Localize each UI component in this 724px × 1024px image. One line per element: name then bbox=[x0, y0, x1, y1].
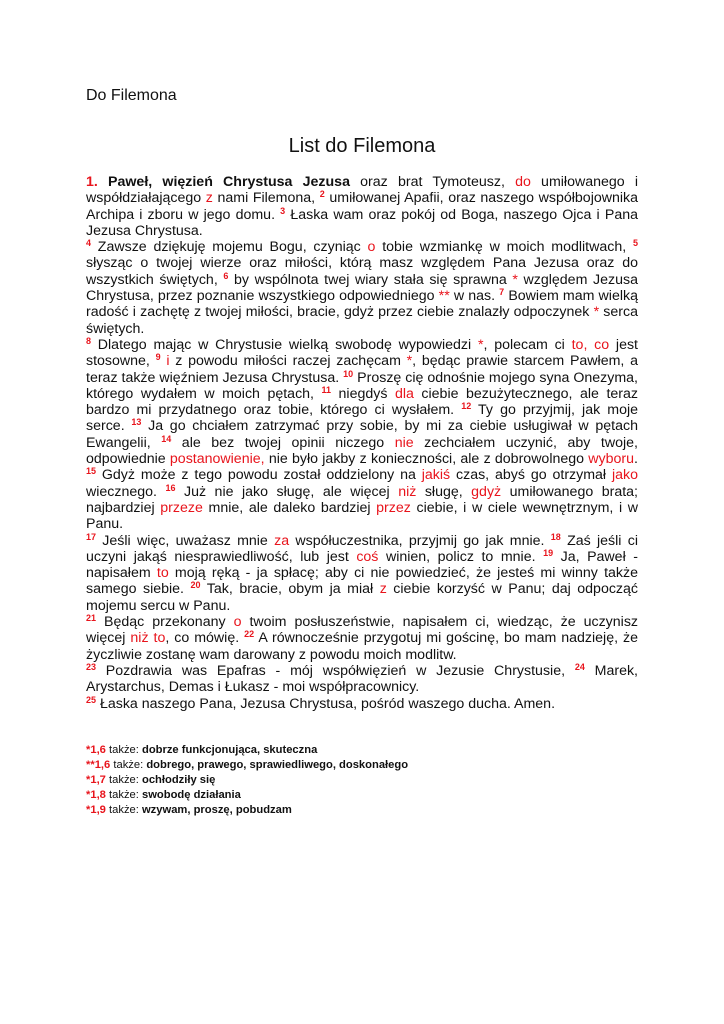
text-run: ciebie, i w ciele wewnętrznym, i w Panu. bbox=[86, 499, 638, 533]
verse-number: 20 bbox=[190, 580, 201, 591]
text-run: Proszę cię odnośnie mojego syna Onezyma, którego wydałem w moich pętach, bbox=[86, 369, 639, 402]
highlighted-word: * bbox=[512, 271, 518, 288]
text-run: wiecznego. bbox=[86, 483, 166, 500]
highlighted-word: za bbox=[274, 532, 290, 549]
text-run: by wspólnota twej wiary stała się sprawna bbox=[228, 271, 513, 288]
text-run: sługę, bbox=[416, 483, 472, 500]
footnote-label: także: bbox=[113, 759, 144, 771]
verse-number: 21 bbox=[86, 613, 97, 624]
paragraph bbox=[86, 696, 638, 712]
text-run: Łaska naszego Pana, Jezusa Chrystusa, pośród waszego ducha. Amen. bbox=[96, 695, 556, 712]
paragraph-body bbox=[86, 614, 638, 663]
paragraph bbox=[86, 533, 638, 614]
text-run: z powodu miłości raczej zachęcam bbox=[169, 353, 407, 370]
verse-number: 18 bbox=[550, 531, 561, 542]
verse-number: 5 bbox=[632, 238, 638, 249]
paragraph bbox=[86, 614, 638, 663]
verse-number: 24 bbox=[574, 661, 585, 672]
verse-number: 19 bbox=[543, 547, 554, 558]
text-run: , będąc prawie starcem Pawłem, a teraz także więźniem Jezusa Chrystusa. bbox=[86, 353, 638, 386]
text-run: Jeśli więc, uważasz mnie bbox=[96, 532, 275, 549]
highlighted-word: * bbox=[477, 336, 484, 353]
highlighted-word: gdyż bbox=[471, 483, 502, 500]
text-run: Marek, Arystarchus, Demas i Łukasz - moi współpracownicy. bbox=[86, 662, 638, 696]
text-run: nami Filemona, bbox=[212, 190, 320, 207]
footnotes bbox=[86, 743, 638, 818]
text-run: oraz brat Tymoteusz, bbox=[349, 174, 516, 190]
footnote-label: także: bbox=[109, 744, 139, 756]
paragraph-body bbox=[86, 533, 638, 614]
text-run: Gdyż może z tego powodu został oddzielony na bbox=[96, 467, 422, 484]
verse-number: 4 bbox=[86, 238, 92, 249]
text-run: niegdyś bbox=[331, 385, 395, 402]
highlighted-word: i bbox=[166, 353, 170, 370]
highlighted-word: * bbox=[593, 304, 600, 321]
text-run: nie było jakby z konieczności, ale z dobrowolnego bbox=[264, 451, 589, 468]
text-run: serca świętych. bbox=[86, 304, 638, 337]
chapter-number: 1. bbox=[86, 174, 98, 190]
footnote bbox=[86, 773, 638, 788]
verse-number: 22 bbox=[244, 629, 255, 640]
verse-number: 16 bbox=[165, 482, 176, 493]
footnote-text: swobodę działania bbox=[141, 789, 241, 801]
text-run: ciebie korzyść w Panu; daj odpocząć mojemu sercu w Panu. bbox=[86, 581, 639, 614]
highlighted-word: niż bbox=[398, 483, 417, 500]
text-run: słysząc o twojej wierze oraz miłości, którą masz względem Pana Jezusa oraz do wszystkich świętych, bbox=[86, 255, 638, 288]
verse-number: 9 bbox=[155, 352, 161, 363]
text-run: Bowiem mam wielką radość i zachętę z twojej miłości, bracie, gdyż przez ciebie znalazły odpoczynek bbox=[86, 288, 638, 321]
text-run: Będąc przekonany bbox=[96, 614, 234, 631]
text-run: współuczestnika, przyjmij go jak mnie. bbox=[289, 532, 551, 549]
footnote-label: także: bbox=[109, 774, 139, 786]
verse-number: 17 bbox=[86, 531, 97, 542]
highlighted-word: przez bbox=[376, 499, 411, 516]
footnote-text: wzywam, proszę, pobudzam bbox=[141, 804, 292, 816]
verse-number: 23 bbox=[86, 661, 97, 672]
footnote-mark: *1,6 bbox=[86, 744, 106, 756]
footnote-text: ochłodziły się bbox=[141, 774, 216, 786]
highlighted-word: * bbox=[406, 353, 413, 370]
highlighted-word: to, co bbox=[571, 336, 610, 353]
footnote-text: dobrze funkcjonująca, skuteczna bbox=[141, 744, 318, 756]
highlighted-word: o bbox=[233, 614, 242, 631]
verse-number: 7 bbox=[499, 287, 505, 298]
verse-number: 8 bbox=[86, 335, 92, 346]
verse-number: 11 bbox=[321, 384, 332, 395]
highlighted-word: to bbox=[156, 565, 169, 582]
text-run: umiłowanego brata; najbardziej bbox=[86, 483, 639, 516]
text-run: ciebie bezużytecznego, ale teraz bardzo mi przydatnego oraz tobie, którego ci wysłałem. bbox=[86, 385, 638, 419]
verse-number: 3 bbox=[280, 205, 286, 216]
highlighted-word: nie bbox=[394, 434, 414, 451]
verse-number: 6 bbox=[223, 270, 229, 281]
footnote-mark: *1,8 bbox=[86, 789, 106, 801]
footnote bbox=[86, 758, 638, 773]
highlighted-word: ** bbox=[438, 288, 450, 305]
verse-number: 25 bbox=[86, 694, 97, 705]
highlighted-word: wyboru bbox=[588, 451, 635, 468]
highlighted-word: do bbox=[515, 174, 531, 190]
text-run: umiłowanej Apafii, oraz naszego współbojownika Archipa i zboru w jego domu. bbox=[86, 190, 639, 223]
paragraph bbox=[86, 174, 638, 239]
text-run: moją ręką - ja spłacę; aby ci nie powiedzieć, że jesteś mi winny także samego siebie. bbox=[86, 565, 638, 598]
letter-body bbox=[86, 174, 638, 712]
text-run: tobie wzmiankę w moich modlitwach, bbox=[375, 239, 633, 256]
highlighted-word: jakiś bbox=[421, 467, 451, 484]
paragraph-body bbox=[86, 337, 638, 532]
text-run: Już nie jako sługę, ale więcej bbox=[175, 483, 399, 500]
verse-number: 14 bbox=[161, 433, 172, 444]
text-run: . bbox=[634, 451, 638, 468]
text-run: Zaś jeśli ci uczyni jakąś niesprawiedliwość, lub jest bbox=[86, 532, 638, 565]
verse-number: 2 bbox=[319, 189, 325, 200]
highlighted-word: jako bbox=[611, 467, 638, 484]
text-run: umiłowanego i współdziałającego bbox=[86, 174, 639, 207]
paragraph bbox=[86, 337, 638, 533]
footnote-mark: *1,9 bbox=[86, 804, 106, 816]
text-run: A równocześnie przygotuj mi gościnę, bo mam nadzieję, że życzliwie zostanę wam darowany z powodu moich modlitw. bbox=[86, 630, 638, 663]
verse-number: 13 bbox=[131, 417, 142, 428]
text-run: twoim posłuszeństwie, napisałem ci, wiedząc, że uczynisz więcej bbox=[86, 614, 639, 647]
highlighted-word: z bbox=[379, 581, 387, 598]
text-run: Ja, Paweł - napisałem bbox=[86, 548, 638, 582]
running-head: Do Filemona bbox=[86, 87, 177, 104]
verse-number: 10 bbox=[343, 368, 354, 379]
highlighted-word: postanowienie, bbox=[169, 451, 265, 468]
highlighted-word: dla bbox=[394, 385, 414, 402]
text-run: , polecam ci bbox=[483, 336, 572, 353]
page-title: List do Filemona bbox=[288, 135, 436, 158]
footnote-label: także: bbox=[109, 804, 139, 816]
verse-number: 15 bbox=[86, 466, 97, 477]
text-run: mnie, ale daleko bardziej bbox=[202, 499, 377, 516]
highlighted-word: o bbox=[367, 239, 376, 256]
text-run: Dlatego mając w Chrystusie wielką swobodę wypowiedzi bbox=[91, 336, 478, 353]
footnote bbox=[86, 803, 638, 818]
highlighted-word: coś bbox=[356, 548, 379, 565]
text-run: Ja go chciałem zatrzymać przy sobie, by mi za ciebie usługiwał w pętach Ewangelii, bbox=[86, 418, 639, 451]
text-run: zechciałem uczynić, aby twoje, odpowiednie bbox=[86, 434, 638, 468]
footnote-mark: **1,6 bbox=[86, 759, 111, 771]
paragraph-body bbox=[86, 663, 638, 695]
text-run: winien, policz to mnie. bbox=[378, 548, 544, 565]
text-run: Łaska wam oraz pokój od Boga, naszego Ojca i Pana Jezusa Chrystusa. bbox=[86, 206, 638, 239]
paragraph bbox=[86, 663, 638, 696]
footnote bbox=[86, 743, 638, 758]
paragraph bbox=[86, 239, 638, 337]
paragraph-body bbox=[86, 696, 555, 712]
highlighted-word: niż to bbox=[130, 630, 166, 647]
footnote-label: także: bbox=[109, 789, 139, 801]
text-run: w nas. bbox=[449, 288, 500, 305]
text-run: jest stosowne, bbox=[86, 336, 638, 370]
verse-number: 12 bbox=[461, 401, 472, 412]
text-run: Tak, bracie, obym ja miał bbox=[200, 581, 380, 598]
text-run: Ty go przyjmij, jak moje serce. bbox=[86, 402, 639, 435]
highlighted-word: przeze bbox=[160, 499, 203, 516]
text-run: czas, abyś go otrzymał bbox=[450, 467, 612, 484]
paragraph-body bbox=[86, 239, 638, 336]
footnote-mark: *1,7 bbox=[86, 774, 106, 786]
footnote bbox=[86, 788, 638, 803]
text-run: względem Jezusa Chrystusa, przez poznanie wszystkiego odpowiedniego bbox=[86, 271, 638, 305]
text-run: Zawsze dziękuję mojemu Bogu, czyniąc bbox=[91, 239, 368, 256]
footnote-text: dobrego, prawego, sprawiedliwego, doskonałego bbox=[146, 759, 409, 771]
text-run: Pozdrawia was Epafras - mój współwięzień w Jezusie Chrystusie, bbox=[96, 662, 575, 679]
intro-bold: Paweł, więzień Chrystusa Jezusa bbox=[108, 174, 350, 190]
text-run: ale bez twojej opinii niczego bbox=[171, 434, 395, 451]
highlighted-word: z bbox=[205, 190, 213, 207]
text-run: , co mówię. bbox=[165, 630, 245, 647]
